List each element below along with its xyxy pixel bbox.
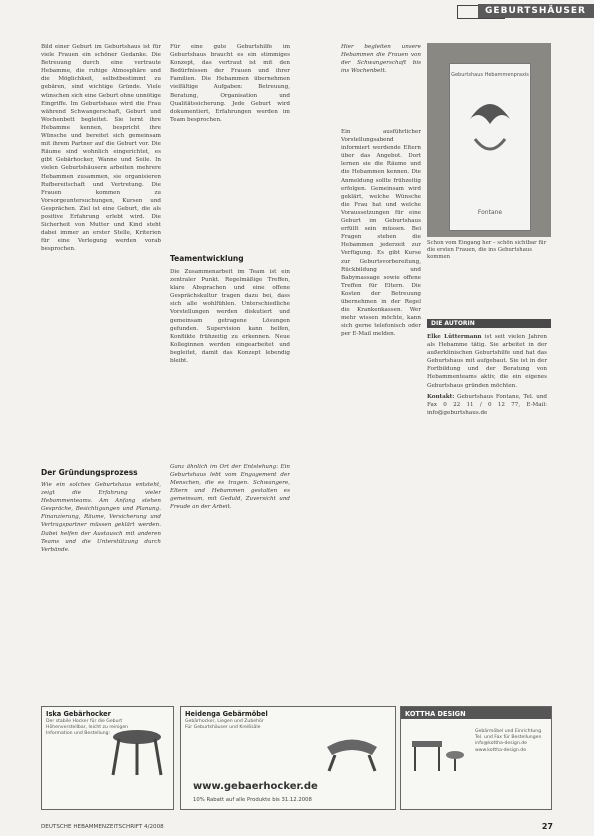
sign-name: Fontane [477,209,503,216]
column-2-italic: Ganz ähnlich im Ort der Entstehung: Ein Geburtshaus lebt vom Engagement der Menschen, die es tragen. Schwangere, Eltern und Hebammen gestalten es gemeinsam, mit Geduld, Zuversicht und Freude an der Arbeit. [170,464,290,511]
ad-heidenga[interactable]: Heidenga Gebärmöbel Gebärhocker, Liegen und Zubehör Für Geburtshäuser und Kreißsäle www.gebaerhocker.de 10% Rabatt auf alle Produkte bis 31.12.2008 [180,706,396,810]
heading-gruendungsprozess: Der Gründungsprozess [41,468,138,477]
ad-kottha-contact: Gebärmöbel und Einrichtung Tel. und Fax für Bestellungen info@kottha-design.de www.kottha-design.de [475,729,542,753]
page-footer [41,824,553,830]
ad-iska-title: Iska Gebärhocker [46,710,111,718]
ad-heidenga-url[interactable]: www.gebaerhocker.de [193,781,318,792]
photo-caption: Schon vom Eingang her – schön sichtbar für die ersten Frauen, die ins Geburtshaus kommen [427,240,547,260]
column-1-italic: Wie ein solches Geburtshaus entsteht, zeigt die Erfahrung vieler Hebammenteams. Am Anfang stehen Gespräche, Besichtigungen und Planung. Finanzierung, Räume, Versicherung und Vertragspartner müssen geklärt werden. Dabei helfen der Austausch mit anderen Teams und die Unterstützung durch Verbände. [41,482,161,553]
furniture-icon [407,731,467,776]
column-2-body: Die Zusammenarbeit im Team ist ein zentraler Punkt. Regelmäßige Treffen, klare Absprachen und eine offene Gesprächskultur tragen dazu bei, dass sich alle wohlfühlen. Unterschiedliche Vorstellungen werden diskutiert und gemeinsam getragene Lösungen gefunden. Supervision kann helfen, Konflikte frühzeitig zu erkennen. Neue Kolleginnen werden eingearbeitet und begleitet, damit das Konzept lebendig bleibt. [170,269,290,365]
author-name: Elke Lüttermann [427,334,482,340]
column-1-body: Bild einer Geburt im Geburtshaus ist für viele Frauen ein schöner Gedanke. Die Betreuung durch eine vertraute Hebamme, die ruhige Atmosphäre und die Möglichkeit, selbstbestimmt zu gebären, sind wichtige Gründe. Viele wünschen sich eine Geburt ohne unnötige Eingriffe. Im Geburtshaus wird die Frau während Schwangerschaft, Geburt und Wochenbett begleitet. Sie lernt ihre Hebamme kennen, bespricht ihre Wünsche und bereitet sich gemeinsam mit ihrem Partner auf die Geburt vor. Die Räume sind wohnlich eingerichtet, es gibt Gebärhocker, Wanne und Seile. In vielen Geburtshäusern arbeiten mehrere Hebammen zusammen, sie organisieren Rufbereitschaft und Vertretung. Die Frauen kommen zu Vorsorgeuntersuchungen, Kursen und Gesprächen. Ziel ist eine Geburt, die als positive Erfahrung erlebt wird. Die Sicherheit von Mutter und Kind steht dabei immer an erster Stelle, Kriterien für eine Verlegung werden vorab besprochen. [41,44,161,253]
stool-icon [107,725,167,780]
ad-kottha[interactable] [400,706,552,810]
footer-publication: DEUTSCHE HEBAMMENZEITSCHRIFT 4/2008 [41,824,164,830]
heading-teamentwicklung: Teamentwicklung [170,254,244,263]
ad-heidenga-note: 10% Rabatt auf alle Produkte bis 31.12.2008 [193,797,312,803]
photo-geburtshaus-sign [427,43,551,237]
column-3-italic: Hier begleiten unsere Hebammen die Frauen von der Schwangerschaft bis ins Wochenbett. [341,44,421,75]
birthing-chair-icon [317,727,387,772]
page-number: 27 [541,822,553,831]
section-header: GEBURTSHÄUSER [478,4,594,18]
column-1 [41,43,161,465]
column-3-body: Ein ausführlicher Vorstellungsabend informiert werdende Eltern über das Angebot. Dort lernen sie die Räume und die Hebammen kennen. Die Anmeldung sollte frühzeitig erfolgen. Gemeinsam wird geklärt, welche Wünsche die Frau hat und welche Voraussetzungen für eine Geburt im Geburtshaus erfüllt sein müssen. Bei Fragen stehen die Hebammen jederzeit zur Verfügung. Es gibt Kurse zur Geburtsvorbereitung, Rückbildung und Babymassage sowie offene Treffen für Eltern. Die Kosten der Betreuung übernehmen in der Regel die Krankenkassen. Wer mehr wissen möchte, kann sich gerne telefonisch oder per E-Mail melden. [341,129,421,338]
contact-text: Geburtshaus Fontane, Tel. und Fax 0 22 11 / 0 12 77, E-Mail: info@geburtshaus.de [427,393,547,416]
author-box [427,333,547,588]
ad-kottha-title: KOTTHA DESIGN [401,707,551,719]
sign-text: Geburtshaus Hebammenpraxis [451,72,529,78]
sign-logo-icon [450,79,530,169]
ad-iska[interactable]: Iska Gebärhocker Der stabile Hocker für die Geburt Höhenverstellbar, leicht zu reinigen Information und Bestellung: [41,706,174,810]
author-box-title: DIE AUTORIN [427,319,551,328]
sign-board [449,63,531,231]
column-2-top: Für eine gute Geburtshilfe im Geburtshaus braucht es ein stimmiges Konzept, das vertraut ist mit den Bedürfnissen der Frauen und ihrer Familien. Die Hebammen übernehmen vielfältige Aufgaben: Betreuung, Beratung, Organisation und Qualitätssicherung. Jede Geburt wird dokumentiert, Erfahrungen werden im Team besprochen. [170,44,290,123]
ad-heidenga-title: Heidenga Gebärmöbel [185,710,268,718]
contact-label: Kontakt: [427,393,455,400]
author-bio: ist seit vielen Jahren als Hebamme tätig. Sie arbeitet in der außerklinischen Geburtshilfe und hat das Geburtshaus mit aufgebaut. Sie ist in der Fortbildung und der Beratung von Hebammenteams aktiv, die ein eigenes Geburtshaus gründen möchten. [427,334,547,389]
